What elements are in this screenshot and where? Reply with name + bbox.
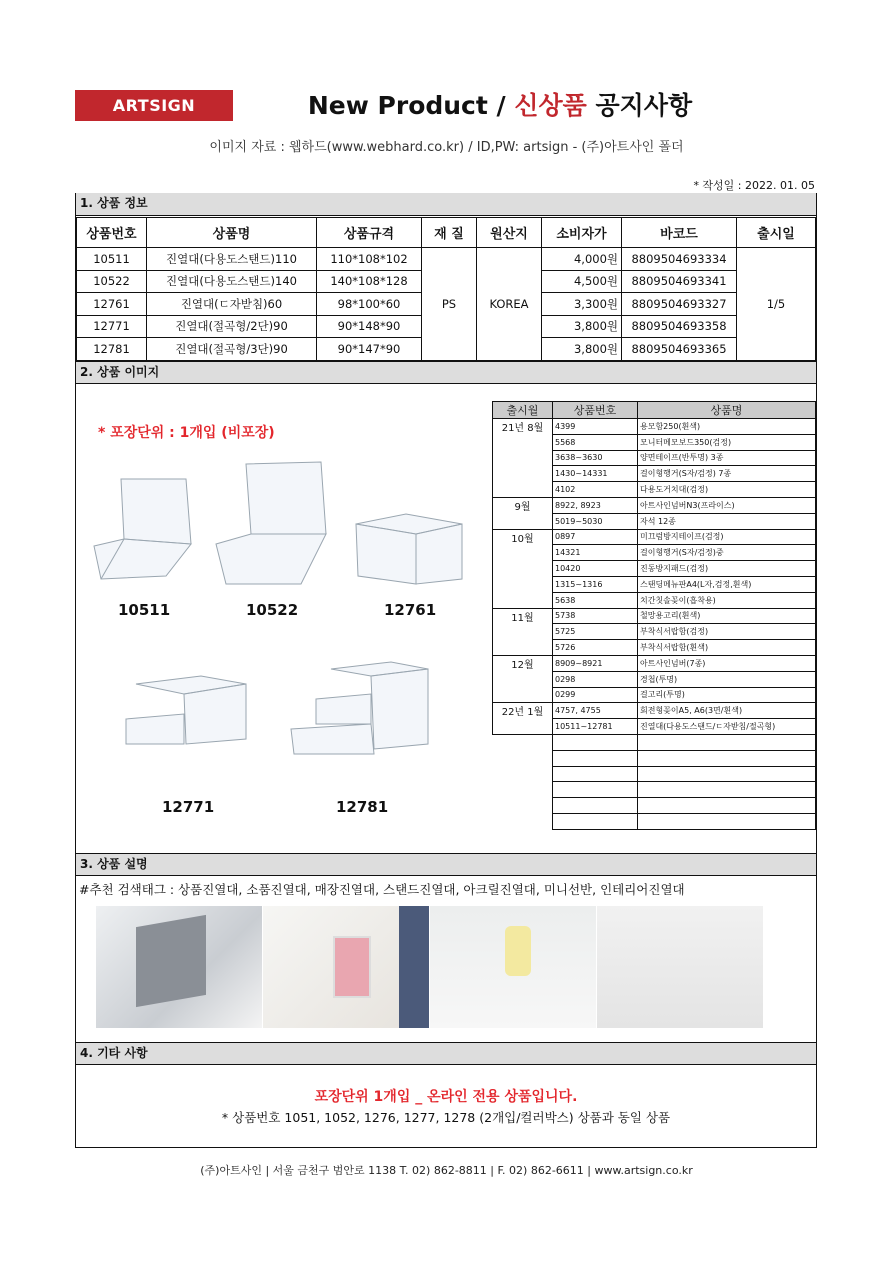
label-12761: 12761 — [384, 601, 437, 619]
release-product-no: 5019~5030 — [553, 513, 638, 529]
product-image-12771 — [126, 676, 246, 744]
title-en: New Product / — [307, 91, 515, 120]
release-row — [493, 529, 816, 545]
release-product-name: 자석 12종 — [638, 513, 816, 529]
release-product-name: 양면테이프(반투명) 3종 — [638, 450, 816, 466]
release-product-no: 0298 — [553, 671, 638, 687]
barcode: 8809504693365 — [622, 338, 737, 361]
material: PS — [422, 248, 477, 361]
section1-title: 1. 상품 정보 — [76, 193, 816, 216]
note-online-only: 포장단위 1개입 _ 온라인 전용 상품입니다. — [314, 1089, 578, 1105]
release-product-name: 부착식서랍함(검정) — [638, 624, 816, 640]
product-image-10511 — [94, 479, 191, 579]
product-info-table — [76, 217, 816, 361]
header-name: 상품명 — [638, 402, 816, 419]
product-size: 98*100*60 — [317, 293, 422, 316]
release-product-no: 3638~3630 — [553, 450, 638, 466]
barcode: 8809504693327 — [622, 293, 737, 316]
release-month: 12월 — [493, 655, 553, 702]
release-month: 22년 1월 — [493, 703, 553, 735]
barcode: 8809504693341 — [622, 270, 737, 293]
release-product-no: 0897 — [553, 529, 638, 545]
release-product-name: 걸이형행거(S자/검정)중 — [638, 545, 816, 561]
artsign-logo: ARTSIGN — [75, 90, 233, 121]
release-product-name: 철망용고리(흰색) — [638, 608, 816, 624]
release-product-no: 8922, 8923 — [553, 497, 638, 513]
release-table — [492, 401, 816, 830]
section2-title: 2. 상품 이미지 — [76, 361, 816, 384]
release-row — [493, 497, 816, 513]
release-product-name: 치간칫솔꽂이(흡착용) — [638, 592, 816, 608]
header-cell: 상품규격 — [317, 218, 422, 248]
release-product-no: 5738 — [553, 608, 638, 624]
release-product-name: 스탠딩메뉴판A4(L자,검정,흰색) — [638, 576, 816, 592]
header-no: 상품번호 — [553, 402, 638, 419]
release-product-no: 4757, 4755 — [553, 703, 638, 719]
barcode: 8809504693358 — [622, 315, 737, 338]
header-cell: 소비자가 — [542, 218, 622, 248]
search-tags: #추천 검색태그 : 상품진열대, 소품진열대, 매장진열대, 스탠드진열대, 아크릴진열대, 미니선반, 인테리어진열대 — [79, 882, 685, 897]
header-cell: 재 질 — [422, 218, 477, 248]
release-product-name: 다용도거치대(검정) — [638, 482, 816, 498]
product-no: 12761 — [77, 293, 147, 316]
product-size: 110*108*102 — [317, 248, 422, 271]
release-product-no: 8909~8921 — [553, 655, 638, 671]
product-size: 90*147*90 — [317, 338, 422, 361]
release-product-no: 14321 — [553, 545, 638, 561]
release-product-name: 미끄럼방지테이프(검정) — [638, 529, 816, 545]
product-no: 12781 — [77, 338, 147, 361]
price: 3,800원 — [542, 338, 622, 361]
release-month: 9월 — [493, 497, 553, 529]
release-product-name: 아트사인넘버(7종) — [638, 655, 816, 671]
notice-frame — [75, 193, 817, 1148]
price: 3,800원 — [542, 315, 622, 338]
note-same-product: * 상품번호 1051, 1052, 1276, 1277, 1278 (2개입/컬러박스) 상품과 동일 상품 — [221, 1110, 671, 1125]
release-row — [493, 608, 816, 624]
price: 3,300원 — [542, 293, 622, 316]
label-12771: 12771 — [162, 798, 215, 816]
barcode: 8809504693334 — [622, 248, 737, 271]
subtitle: 이미지 자료 : 웹하드(www.webhard.co.kr) / ID,PW: artsign - (주)아트사인 폴더 — [209, 140, 684, 155]
header-month: 출시월 — [493, 402, 553, 419]
release-row — [493, 419, 816, 435]
release-product-name: 회전형꽂이A5, A6(3면/흰색) — [638, 703, 816, 719]
empty-row — [493, 750, 816, 766]
section4-title: 4. 기타 사항 — [76, 1042, 816, 1065]
product-size: 140*108*128 — [317, 270, 422, 293]
date: * 작성일 : 2022. 01. 05 — [693, 179, 815, 192]
release-product-name: 진열대(다용도스탠드/ㄷ자받침/절곡형) — [638, 719, 816, 735]
product-image-10522 — [216, 462, 326, 584]
label-10511: 10511 — [118, 601, 171, 619]
empty-row — [493, 766, 816, 782]
release-product-name: 걸이형행거(S자/검정) 7종 — [638, 466, 816, 482]
product-no: 10511 — [77, 248, 147, 271]
header-cell: 원산지 — [477, 218, 542, 248]
release-product-name: 모니터메모보드350(검정) — [638, 434, 816, 450]
release-product-no: 4102 — [553, 482, 638, 498]
photo-perfume-display — [430, 906, 596, 1028]
release-product-no: 5726 — [553, 640, 638, 656]
header-cell: 출시일 — [737, 218, 816, 248]
product-size: 90*148*90 — [317, 315, 422, 338]
release-product-name: 진동방지패드(검정) — [638, 561, 816, 577]
empty-row — [493, 798, 816, 814]
release-product-no: 1430~14331 — [553, 466, 638, 482]
release-product-no: 4399 — [553, 419, 638, 435]
release-month: 11월 — [493, 608, 553, 655]
release-date: 1/5 — [737, 248, 816, 361]
header-cell: 상품번호 — [77, 218, 147, 248]
product-image-12781 — [291, 662, 428, 754]
title-kr: 공지사항 — [586, 91, 693, 120]
release-product-no: 5725 — [553, 624, 638, 640]
release-product-no: 10420 — [553, 561, 638, 577]
header-cell: 바코드 — [622, 218, 737, 248]
release-product-no: 10511~12781 — [553, 719, 638, 735]
release-product-name: 경첩(투명) — [638, 671, 816, 687]
release-product-no: 5638 — [553, 592, 638, 608]
price: 4,000원 — [542, 248, 622, 271]
price: 4,500원 — [542, 270, 622, 293]
page-title — [240, 86, 760, 122]
product-name: 진열대(ㄷ자받침)60 — [147, 293, 317, 316]
photo-jewelry-display — [597, 906, 763, 1028]
release-product-name: 아트사인넘버N3(프라이스) — [638, 497, 816, 513]
release-product-no: 5568 — [553, 434, 638, 450]
footer: (주)아트사인 | 서울 금천구 범안로 1138 T. 02) 862-8811 | F. 02) 862-6611 | www.artsign.co.kr — [200, 1164, 693, 1177]
product-no: 10522 — [77, 270, 147, 293]
packing-unit: * 포장단위 : 1개입 (비포장) — [98, 425, 275, 441]
empty-row — [493, 782, 816, 798]
table-row — [77, 248, 816, 271]
release-product-no: 1315~1316 — [553, 576, 638, 592]
label-10522: 10522 — [246, 601, 299, 619]
release-product-name: 용모함250(흰색) — [638, 419, 816, 435]
label-12781: 12781 — [336, 798, 389, 816]
title-red: 신상품 — [514, 91, 587, 120]
photo-phone-stand — [263, 906, 429, 1028]
release-row — [493, 655, 816, 671]
release-month: 21년 8월 — [493, 419, 553, 498]
empty-row — [493, 734, 816, 750]
product-name: 진열대(다용도스탠드)140 — [147, 270, 317, 293]
release-product-name: 부착식서랍함(흰색) — [638, 640, 816, 656]
product-no: 12771 — [77, 315, 147, 338]
release-product-name: 걸고리(투명) — [638, 687, 816, 703]
product-name: 진열대(절곡형/2단)90 — [147, 315, 317, 338]
release-product-no: 0299 — [553, 687, 638, 703]
origin: KOREA — [477, 248, 542, 361]
photo-tablet-stand — [96, 906, 262, 1028]
product-name: 진열대(절곡형/3단)90 — [147, 338, 317, 361]
release-row — [493, 703, 816, 719]
empty-row — [493, 813, 816, 829]
section3-title: 3. 상품 설명 — [76, 853, 816, 876]
release-month: 10월 — [493, 529, 553, 608]
product-image-12761 — [356, 514, 462, 584]
product-name: 진열대(다용도스탠드)110 — [147, 248, 317, 271]
header-cell: 상품명 — [147, 218, 317, 248]
